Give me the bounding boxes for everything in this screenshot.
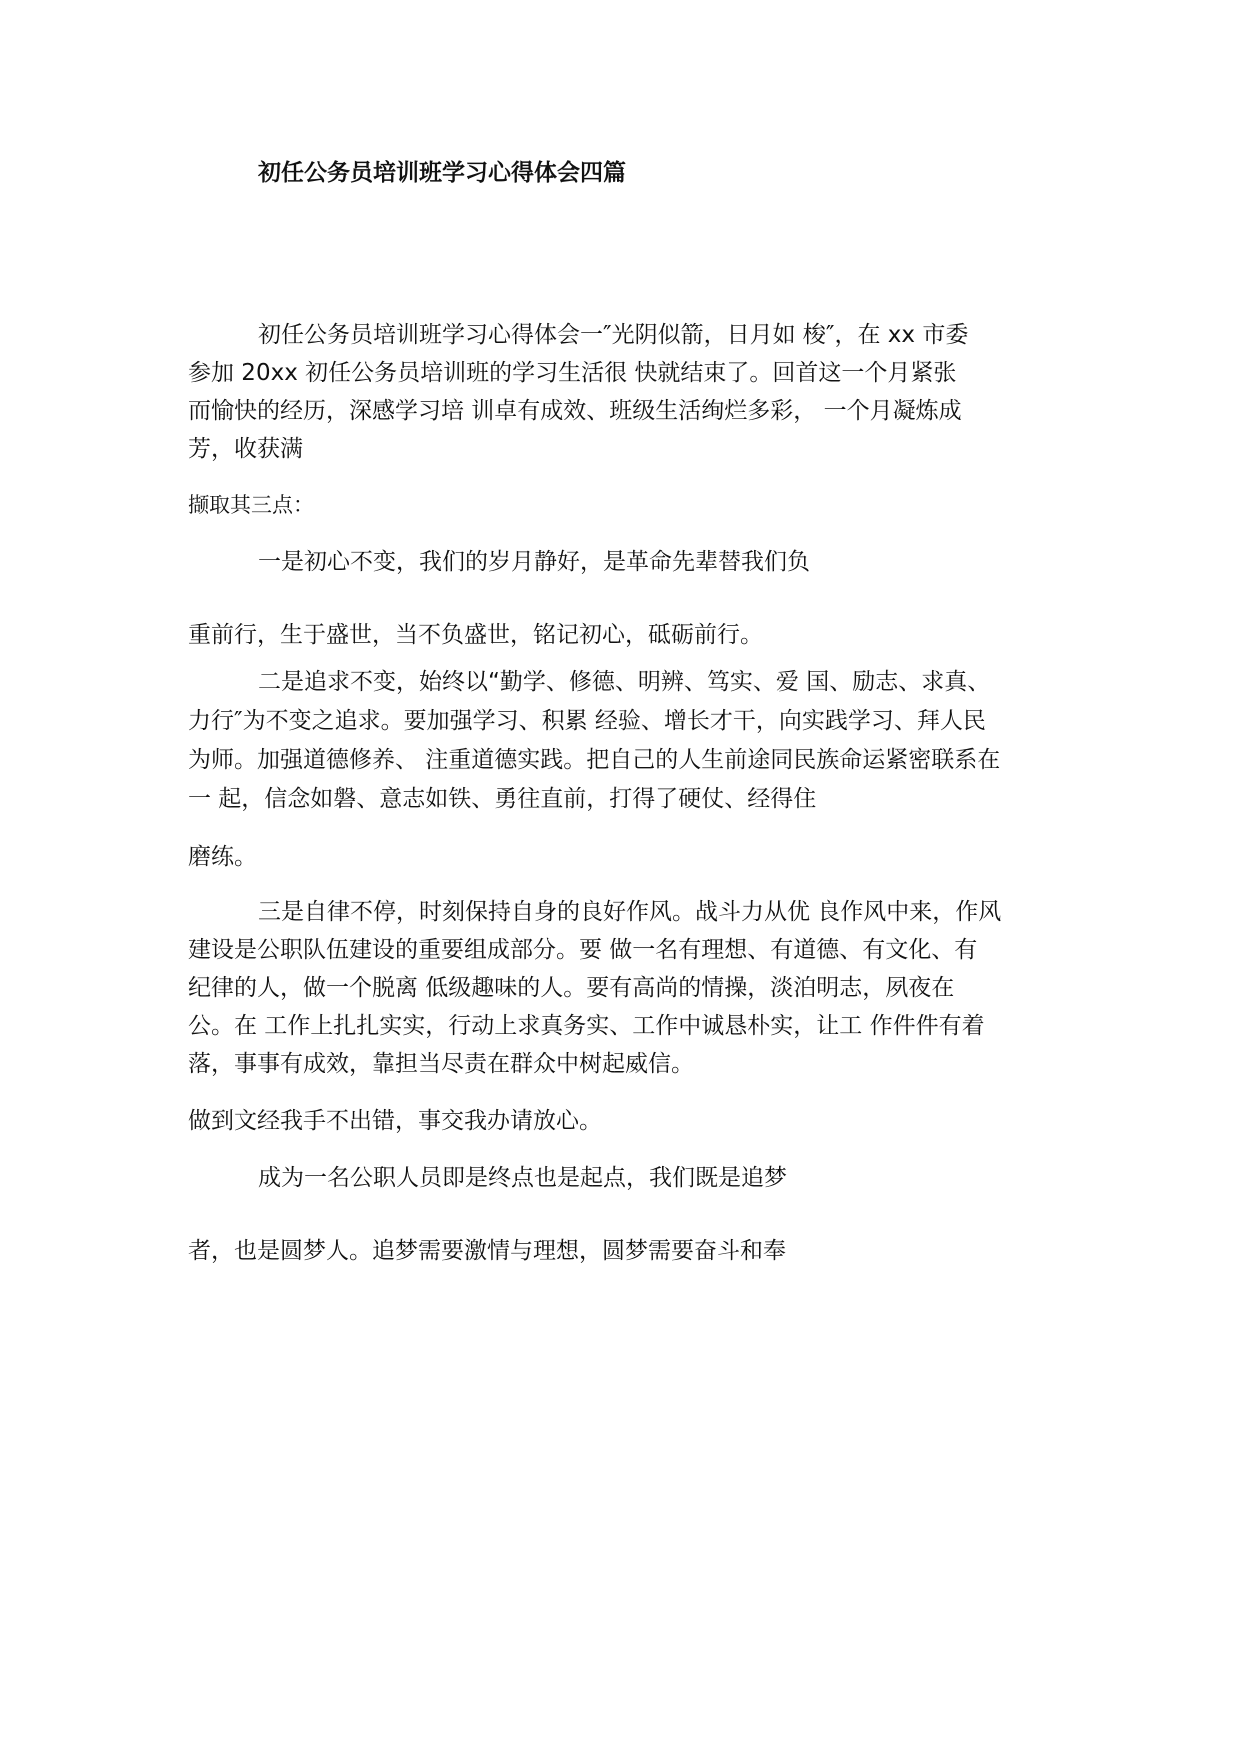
point-two-line-3: 为师。加强道德修养、 注重道德实践。把自己的人生前途同民族命运紧密联系在 <box>188 747 1001 773</box>
point-three-line-1: 三是自律不停，时刻保持自身的良好作风。战斗力从优 良作风中来，作风 <box>258 899 1002 925</box>
paragraph-line-2: 参加 20xx 初任公务员培训班的学习生活很 快就结束了。回首这一个月紧张 <box>188 360 957 386</box>
point-two-line-2: 力行″为不变之追求。要加强学习、积累 经验、增长才干，向实践学习、拜人民 <box>188 708 986 734</box>
point-three-line-5: 落，事事有成效，靠担当尽责在群众中树起威信。 <box>188 1051 694 1077</box>
paragraph-line-3: 而愉快的经历，深感学习培 训卓有成效、班级生活绚烂多彩， 一个月凝炼成 <box>188 398 962 424</box>
point-two-line-4: 一 起，信念如磐、意志如铁、勇往直前，打得了硬仗、经得住 <box>188 786 817 812</box>
point-three-line-3: 纪律的人，做一个脱离 低级趣味的人。要有高尚的情操，淡泊明志，夙夜在 <box>188 975 955 1001</box>
paragraph-line-4: 芳，收获满 <box>188 436 303 462</box>
document-title: 初任公务员培训班学习心得体会四篇 <box>258 160 626 186</box>
point-three-line-2: 建设是公职队伍建设的重要组成部分。要 做一名有理想、有道德、有文化、有 <box>188 937 978 963</box>
point-two-line-5: 磨练。 <box>188 844 257 870</box>
paragraph-line-1: 初任公务员培训班学习心得体会一″光阴似箭，日月如 梭″，在 xx 市委 <box>258 322 969 348</box>
section-intro-line: 撷取其三点： <box>188 493 314 517</box>
closing-line-1: 成为一名公职人员即是终点也是起点，我们既是追梦 <box>258 1165 787 1191</box>
point-three-line-4: 公。在 工作上扎扎实实，行动上求真务实、工作中诚恳朴实，让工 作件件有着 <box>188 1013 985 1039</box>
summary-line: 做到文经我手不出错，事交我办请放心。 <box>188 1108 602 1134</box>
closing-line-2: 者，也是圆梦人。追梦需要激情与理想，圆梦需要奋斗和奉 <box>188 1238 786 1264</box>
point-one-line-2: 重前行，生于盛世，当不负盛世，铭记初心，砥砺前行。 <box>188 622 763 648</box>
point-one-line-1: 一是初心不变，我们的岁月静好，是革命先辈替我们负 <box>258 549 810 575</box>
point-two-line-1: 二是追求不变，始终以“勤学、修德、明辨、笃实、爱 国、励志、求真、 <box>258 669 991 695</box>
